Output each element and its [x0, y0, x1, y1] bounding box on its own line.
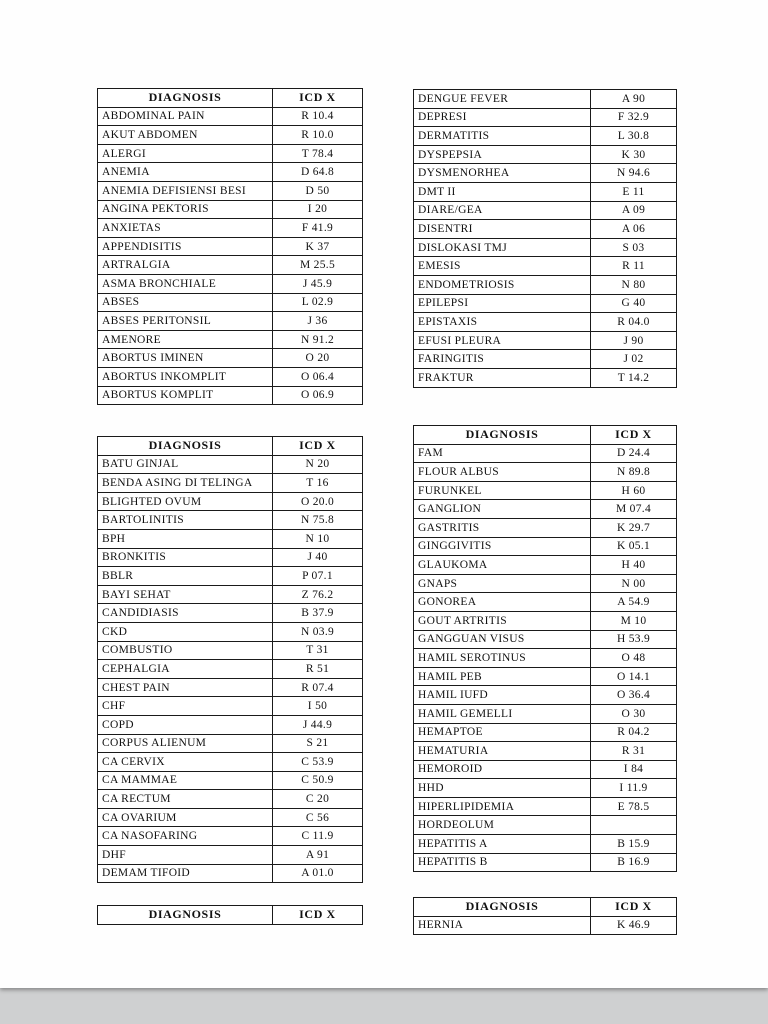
diagnosis-cell: HORDEOLUM: [414, 816, 591, 835]
diagnosis-cell: ABORTUS INKOMPLIT: [98, 367, 273, 386]
diagnosis-cell: ENDOMETRIOSIS: [414, 275, 591, 294]
table-row: [98, 349, 363, 368]
table-row: [414, 145, 677, 164]
header-row: [98, 89, 363, 108]
icd-code-cell: L 30.8: [591, 127, 677, 146]
diagnosis-cell: HAMIL IUFD: [414, 686, 591, 705]
icd-code-cell: C 11.9: [273, 827, 363, 846]
table-row: [98, 790, 363, 809]
diagnosis-cell: DEPRESI: [414, 108, 591, 127]
table-row: [98, 455, 363, 474]
diagnosis-cell: AKUT ABDOMEN: [98, 126, 273, 145]
icd-code-cell: H 53.9: [591, 630, 677, 649]
diagnosis-cell: ANEMIA DEFISIENSI BESI: [98, 181, 273, 200]
icd-code-cell: T 14.2: [591, 368, 677, 387]
table-row: [414, 797, 677, 816]
table-row: [98, 107, 363, 126]
icd-code-cell: N 03.9: [273, 622, 363, 641]
icd-code-cell: E 78.5: [591, 797, 677, 816]
diagnosis-cell: HEPATITIS B: [414, 853, 591, 872]
diagnosis-cell: HAMIL GEMELLI: [414, 704, 591, 723]
icd-code-cell: R 31: [591, 742, 677, 761]
diagnosis-cell: CA NASOFARING: [98, 827, 273, 846]
table-row: [98, 474, 363, 493]
icd-code-cell: E 11: [591, 182, 677, 201]
table-row: [414, 916, 677, 935]
diagnosis-cell: GASTRITIS: [414, 518, 591, 537]
icd-code-cell: N 00: [591, 574, 677, 593]
table-row: [98, 678, 363, 697]
table-row: [98, 511, 363, 530]
icd-code-cell: R 11: [591, 257, 677, 276]
icd-code-cell: K 46.9: [591, 916, 677, 935]
table-row: [98, 808, 363, 827]
table-row: [98, 864, 363, 883]
icd-code-cell: B 16.9: [591, 853, 677, 872]
diagnosis-cell: CEPHALGIA: [98, 660, 273, 679]
table-row: [414, 238, 677, 257]
table-row: [414, 331, 677, 350]
icd-code-cell: G 40: [591, 294, 677, 313]
diagnosis-cell: ABORTUS IMINEN: [98, 349, 273, 368]
icd-code-cell: A 06: [591, 220, 677, 239]
diagnosis-cell: COPD: [98, 715, 273, 734]
table-row: [98, 293, 363, 312]
icd-code-cell: O 20: [273, 349, 363, 368]
icd-code-cell: B 15.9: [591, 835, 677, 854]
icd-code-cell: D 24.4: [591, 444, 677, 463]
icd-column-header: ICD X: [591, 426, 677, 445]
diagnosis-cell: DERMATITIS: [414, 127, 591, 146]
icd-code-cell: C 56: [273, 808, 363, 827]
table-row: [414, 182, 677, 201]
diagnosis-column-header: DIAGNOSIS: [414, 898, 591, 917]
icd-code-cell: O 06.4: [273, 367, 363, 386]
diagnosis-cell: GANGLION: [414, 500, 591, 519]
diagnosis-column-header: DIAGNOSIS: [98, 89, 273, 108]
icd-code-cell: N 75.8: [273, 511, 363, 530]
diagnosis-cell: GINGGIVITIS: [414, 537, 591, 556]
table-row: [414, 593, 677, 612]
icd-code-cell: F 41.9: [273, 219, 363, 238]
icd-code-cell: M 25.5: [273, 256, 363, 275]
table-row: [414, 835, 677, 854]
icd-code-cell: N 80: [591, 275, 677, 294]
icd-code-cell: K 29.7: [591, 518, 677, 537]
diagnosis-cell: HEMOROID: [414, 760, 591, 779]
icd-code-cell: H 60: [591, 481, 677, 500]
diagnosis-cell: GLAUKOMA: [414, 556, 591, 575]
diagnosis-cell: HEMAPTOE: [414, 723, 591, 742]
diagnosis-cell: ANEMIA: [98, 163, 273, 182]
diagnosis-cell: ABORTUS KOMPLIT: [98, 386, 273, 405]
icd-code-cell: J 02: [591, 350, 677, 369]
icd-code-cell: I 84: [591, 760, 677, 779]
icd-code-cell: R 10.0: [273, 126, 363, 145]
diagnosis-column-header: DIAGNOSIS: [98, 906, 273, 925]
icd-column-header: ICD X: [273, 89, 363, 108]
table-row: [98, 492, 363, 511]
diagnosis-column-header: DIAGNOSIS: [98, 437, 273, 456]
table-row: [414, 630, 677, 649]
diagnosis-cell: FRAKTUR: [414, 368, 591, 387]
icd-code-cell: K 05.1: [591, 537, 677, 556]
table-row: [414, 275, 677, 294]
diagnosis-cell: FARINGITIS: [414, 350, 591, 369]
icd-code-cell: M 10: [591, 611, 677, 630]
table-row: [98, 622, 363, 641]
icd-code-cell: D 50: [273, 181, 363, 200]
table-row: [98, 312, 363, 331]
table-row: [414, 816, 677, 835]
table-row: [98, 200, 363, 219]
table-row: [414, 257, 677, 276]
table-row: [414, 368, 677, 387]
icd-code-cell: T 31: [273, 641, 363, 660]
table-row: [414, 611, 677, 630]
icd-code-cell: A 54.9: [591, 593, 677, 612]
icd-code-cell: N 91.2: [273, 330, 363, 349]
diagnosis-cell: GOUT ARTRITIS: [414, 611, 591, 630]
table-row: [414, 220, 677, 239]
diagnosis-icd-table-batu-demam: [97, 436, 363, 883]
diagnosis-cell: GANGGUAN VISUS: [414, 630, 591, 649]
diagnosis-cell: HERNIA: [414, 916, 591, 935]
icd-code-cell: O 14.1: [591, 667, 677, 686]
diagnosis-icd-table-abdominal-abortus: [97, 88, 363, 405]
icd-code-cell: P 07.1: [273, 567, 363, 586]
icd-code-cell: A 09: [591, 201, 677, 220]
table-row: [98, 529, 363, 548]
table-row: [98, 641, 363, 660]
diagnosis-cell: COMBUSTIO: [98, 641, 273, 660]
table-row: [414, 853, 677, 872]
diagnosis-cell: CHEST PAIN: [98, 678, 273, 697]
icd-code-cell: A 91: [273, 846, 363, 865]
diagnosis-cell: AMENORE: [98, 330, 273, 349]
diagnosis-cell: HAMIL PEB: [414, 667, 591, 686]
table-row: [98, 567, 363, 586]
icd-column-header: ICD X: [591, 898, 677, 917]
diagnosis-icd-table-header-only: [97, 905, 363, 925]
icd-code-cell: N 94.6: [591, 164, 677, 183]
diagnosis-cell: ABSES: [98, 293, 273, 312]
table-row: [414, 108, 677, 127]
diagnosis-cell: BENDA ASING DI TELINGA: [98, 474, 273, 493]
table-row: [98, 734, 363, 753]
icd-code-cell: R 04.0: [591, 313, 677, 332]
diagnosis-cell: GONOREA: [414, 593, 591, 612]
table-row: [98, 144, 363, 163]
icd-code-cell: K 37: [273, 237, 363, 256]
icd-code-cell: O 30: [591, 704, 677, 723]
icd-code-cell: M 07.4: [591, 500, 677, 519]
icd-code-cell: J 36: [273, 312, 363, 331]
icd-code-cell: I 20: [273, 200, 363, 219]
icd-code-cell: R 10.4: [273, 107, 363, 126]
icd-code-cell: L 02.9: [273, 293, 363, 312]
icd-code-cell: C 53.9: [273, 753, 363, 772]
table-row: [414, 686, 677, 705]
diagnosis-cell: EPILEPSI: [414, 294, 591, 313]
diagnosis-cell: ABSES PERITONSIL: [98, 312, 273, 331]
icd-code-cell: C 50.9: [273, 771, 363, 790]
diagnosis-cell: ARTRALGIA: [98, 256, 273, 275]
table-row: [98, 237, 363, 256]
table-row: [414, 704, 677, 723]
icd-code-cell: J 44.9: [273, 715, 363, 734]
diagnosis-icd-table-dengue-fraktur: [413, 89, 677, 388]
table-row: [98, 126, 363, 145]
table-row: [414, 760, 677, 779]
diagnosis-cell: BATU GINJAL: [98, 455, 273, 474]
table-row: [98, 604, 363, 623]
table-row: [414, 313, 677, 332]
table-row: [98, 660, 363, 679]
table-row: [414, 649, 677, 668]
icd-code-cell: T 78.4: [273, 144, 363, 163]
icd-code-cell: H 40: [591, 556, 677, 575]
table-row: [98, 827, 363, 846]
icd-code-cell: K 30: [591, 145, 677, 164]
icd-code-cell: O 36.4: [591, 686, 677, 705]
diagnosis-cell: CANDIDIASIS: [98, 604, 273, 623]
table-row: [414, 444, 677, 463]
table-row: [414, 463, 677, 482]
table-row: [414, 500, 677, 519]
diagnosis-cell: EFUSI PLEURA: [414, 331, 591, 350]
icd-code-cell: D 64.8: [273, 163, 363, 182]
diagnosis-cell: CORPUS ALIENUM: [98, 734, 273, 753]
icd-code-cell: S 03: [591, 238, 677, 257]
table-row: [98, 330, 363, 349]
diagnosis-cell: BAYI SEHAT: [98, 585, 273, 604]
table-row: [414, 90, 677, 109]
diagnosis-cell: ANXIETAS: [98, 219, 273, 238]
table-row: [98, 367, 363, 386]
diagnosis-cell: HEMATURIA: [414, 742, 591, 761]
icd-code-cell: B 37.9: [273, 604, 363, 623]
header-row: [414, 426, 677, 445]
table-row: [98, 846, 363, 865]
icd-code-cell: R 51: [273, 660, 363, 679]
diagnosis-cell: DYSMENORHEA: [414, 164, 591, 183]
icd-code-cell: O 20.0: [273, 492, 363, 511]
diagnosis-cell: ASMA BRONCHIALE: [98, 274, 273, 293]
table-row: [414, 723, 677, 742]
diagnosis-cell: CA CERVIX: [98, 753, 273, 772]
diagnosis-icd-table-hernia: [413, 897, 677, 935]
diagnosis-cell: BLIGHTED OVUM: [98, 492, 273, 511]
diagnosis-column-header: DIAGNOSIS: [414, 426, 591, 445]
diagnosis-cell: CA OVARIUM: [98, 808, 273, 827]
diagnosis-cell: HHD: [414, 779, 591, 798]
diagnosis-cell: DYSPEPSIA: [414, 145, 591, 164]
diagnosis-cell: DISENTRI: [414, 220, 591, 239]
icd-column-header: ICD X: [273, 906, 363, 925]
table-row: [414, 294, 677, 313]
icd-column-header: ICD X: [273, 437, 363, 456]
icd-code-cell: F 32.9: [591, 108, 677, 127]
diagnosis-cell: EPISTAXIS: [414, 313, 591, 332]
icd-code-cell: J 40: [273, 548, 363, 567]
diagnosis-cell: CKD: [98, 622, 273, 641]
diagnosis-cell: DEMAM TIFOID: [98, 864, 273, 883]
diagnosis-cell: BRONKITIS: [98, 548, 273, 567]
icd-code-cell: J 45.9: [273, 274, 363, 293]
icd-code-cell: T 16: [273, 474, 363, 493]
diagnosis-cell: DISLOKASI TMJ: [414, 238, 591, 257]
diagnosis-cell: DIARE/GEA: [414, 201, 591, 220]
icd-code-cell: O 06.9: [273, 386, 363, 405]
header-row: [98, 906, 363, 925]
table-row: [414, 164, 677, 183]
table-row: [414, 742, 677, 761]
diagnosis-cell: DHF: [98, 846, 273, 865]
icd-code-cell: R 07.4: [273, 678, 363, 697]
table-row: [98, 219, 363, 238]
table-row: [414, 779, 677, 798]
icd-code-cell: N 89.8: [591, 463, 677, 482]
table-row: [98, 163, 363, 182]
table-row: [98, 771, 363, 790]
icd-code-cell: J 90: [591, 331, 677, 350]
diagnosis-cell: FLOUR ALBUS: [414, 463, 591, 482]
table-row: [414, 127, 677, 146]
diagnosis-cell: CA RECTUM: [98, 790, 273, 809]
icd-code-cell: N 20: [273, 455, 363, 474]
diagnosis-cell: BPH: [98, 529, 273, 548]
table-row: [414, 574, 677, 593]
diagnosis-cell: FURUNKEL: [414, 481, 591, 500]
diagnosis-cell: DMT II: [414, 182, 591, 201]
table-row: [414, 350, 677, 369]
table-row: [98, 548, 363, 567]
icd-code-cell: O 48: [591, 649, 677, 668]
icd-code-cell: A 01.0: [273, 864, 363, 883]
table-row: [414, 201, 677, 220]
diagnosis-cell: HAMIL SEROTINUS: [414, 649, 591, 668]
table-row: [98, 274, 363, 293]
diagnosis-cell: BBLR: [98, 567, 273, 586]
diagnosis-cell: APPENDISITIS: [98, 237, 273, 256]
table-row: [414, 518, 677, 537]
icd-code-cell: I 11.9: [591, 779, 677, 798]
diagnosis-cell: ABDOMINAL PAIN: [98, 107, 273, 126]
diagnosis-cell: HEPATITIS A: [414, 835, 591, 854]
icd-code-cell: C 20: [273, 790, 363, 809]
table-row: [414, 556, 677, 575]
diagnosis-cell: CA MAMMAE: [98, 771, 273, 790]
table-row: [98, 585, 363, 604]
icd-code-cell: R 04.2: [591, 723, 677, 742]
diagnosis-cell: GNAPS: [414, 574, 591, 593]
icd-code-cell: N 10: [273, 529, 363, 548]
diagnosis-cell: CHF: [98, 697, 273, 716]
diagnosis-cell: DENGUE FEVER: [414, 90, 591, 109]
table-row: [414, 481, 677, 500]
header-row: [98, 437, 363, 456]
icd-code-cell: A 90: [591, 90, 677, 109]
diagnosis-cell: ANGINA PEKTORIS: [98, 200, 273, 219]
header-row: [414, 898, 677, 917]
icd-code-cell: Z 76.2: [273, 585, 363, 604]
diagnosis-cell: EMESIS: [414, 257, 591, 276]
table-row: [98, 386, 363, 405]
diagnosis-icd-table-fam-hepatitis: [413, 425, 677, 872]
table-row: [98, 697, 363, 716]
table-row: [414, 667, 677, 686]
diagnosis-cell: HIPERLIPIDEMIA: [414, 797, 591, 816]
icd-code-cell: I 50: [273, 697, 363, 716]
table-row: [98, 753, 363, 772]
diagnosis-cell: FAM: [414, 444, 591, 463]
diagnosis-cell: BARTOLINITIS: [98, 511, 273, 530]
icd-code-cell: [591, 816, 677, 835]
icd-code-cell: S 21: [273, 734, 363, 753]
diagnosis-cell: ALERGI: [98, 144, 273, 163]
table-row: [98, 181, 363, 200]
table-row: [98, 715, 363, 734]
table-row: [98, 256, 363, 275]
table-row: [414, 537, 677, 556]
